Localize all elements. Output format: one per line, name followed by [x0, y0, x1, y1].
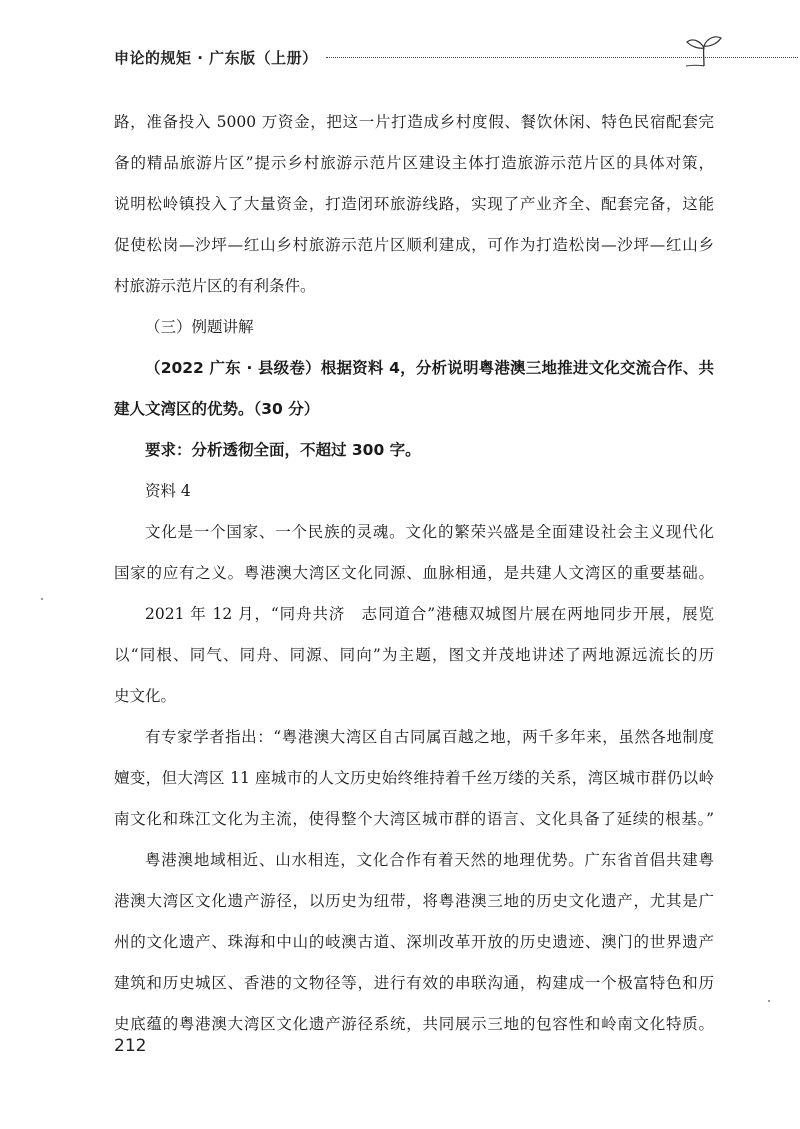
running-header [114, 40, 714, 80]
scan-speck [41, 598, 43, 600]
text-line: 州的文化遗产、珠海和中山的岐澳古道、深圳改革开放的历史遗迹、澳门的世界遗产 [114, 933, 714, 951]
text-line: 文化是一个国家、一个民族的灵魂。文化的繁荣兴盛是全面建设社会主义现代化 [145, 523, 714, 541]
page-body [114, 102, 714, 1045]
text-line: 港澳大湾区文化遗产游径，以历史为纽带，将粤港澳三地的历史文化遗产，尤其是广 [114, 892, 714, 910]
text-line: 说明松岭镇投入了大量资金，打造闭环旅游线路，实现了产业齐全、配套完备，这能 [114, 195, 714, 213]
question-requirement: 要求：分析透彻全面，不超过 300 字。 [145, 441, 421, 459]
text-line: 嬗变，但大湾区 11 座城市的人文历史始终维持着千丝万缕的关系，湾区城市群仍以岭 [114, 769, 714, 787]
sprout-icon [684, 34, 724, 68]
text-line: 村旅游示范片区的有利条件。 [114, 277, 316, 295]
page-number: 212 [114, 1036, 147, 1056]
material-label: 资料 4 [145, 482, 191, 500]
scan-speck [768, 1000, 770, 1002]
header-dotted-rule [326, 57, 798, 58]
text-line: 路，准备投入 5000 万资金，把这一片打造成乡村度假、餐饮休闲、特色民宿配套完 [114, 113, 714, 131]
question-line: 建人文湾区的优势。（30 分） [114, 400, 320, 418]
question-line: （2022 广东 · 县级卷）根据资料 4，分析说明粤港澳三地推进文化交流合作、共 [145, 359, 714, 377]
text-line: 粤港澳地域相近、山水相连，文化合作有着天然的地理优势。广东省首倡共建粤 [145, 851, 714, 869]
text-line: 以“同根、同气、同舟、同源、同向”为主题，图文并茂地讲述了两地源远流长的历 [114, 646, 714, 664]
paragraph-continuation [114, 102, 714, 307]
text-line: 南文化和珠江文化为主流，使得整个大湾区城市群的语言、文化具备了延续的根基。” [114, 810, 714, 828]
text-line: 促使松岗—沙坪—红山乡村旅游示范片区顺利建成，可作为打造松岗—沙坪—红山乡 [114, 236, 714, 254]
question-prompt [114, 348, 714, 430]
text-line: 建筑和历史城区、香港的文物径等，进行有效的串联沟通，构建成一个极富特色和历 [114, 974, 714, 992]
text-line: 国家的应有之义。粤港澳大湾区文化同源、血脉相通，是共建人文湾区的重要基础。 [114, 564, 714, 582]
paragraph [114, 594, 714, 717]
text-line: 有专家学者指出：“粤港澳大湾区自古同属百越之地，两千多年来，虽然各地制度 [145, 728, 714, 746]
book-title: 申论的规矩 · 广东版（上册） [114, 49, 318, 67]
paragraph [114, 717, 714, 840]
paragraph [114, 840, 714, 1045]
text-line: 备的精品旅游片区”提示乡村旅游示范片区建设主体打造旅游示范片区的具体对策， [114, 154, 714, 172]
text-line: 史文化。 [114, 687, 177, 705]
paragraph [114, 512, 714, 594]
text-line: 2021 年 12 月，“同舟共济 志同道合”港穗双城图片展在两地同步开展，展览 [145, 605, 714, 623]
section-heading: （三）例题讲解 [145, 318, 254, 336]
text-line: 史底蕴的粤港澳大湾区文化遗产游径系统，共同展示三地的包容性和岭南文化特质。 [114, 1015, 714, 1033]
